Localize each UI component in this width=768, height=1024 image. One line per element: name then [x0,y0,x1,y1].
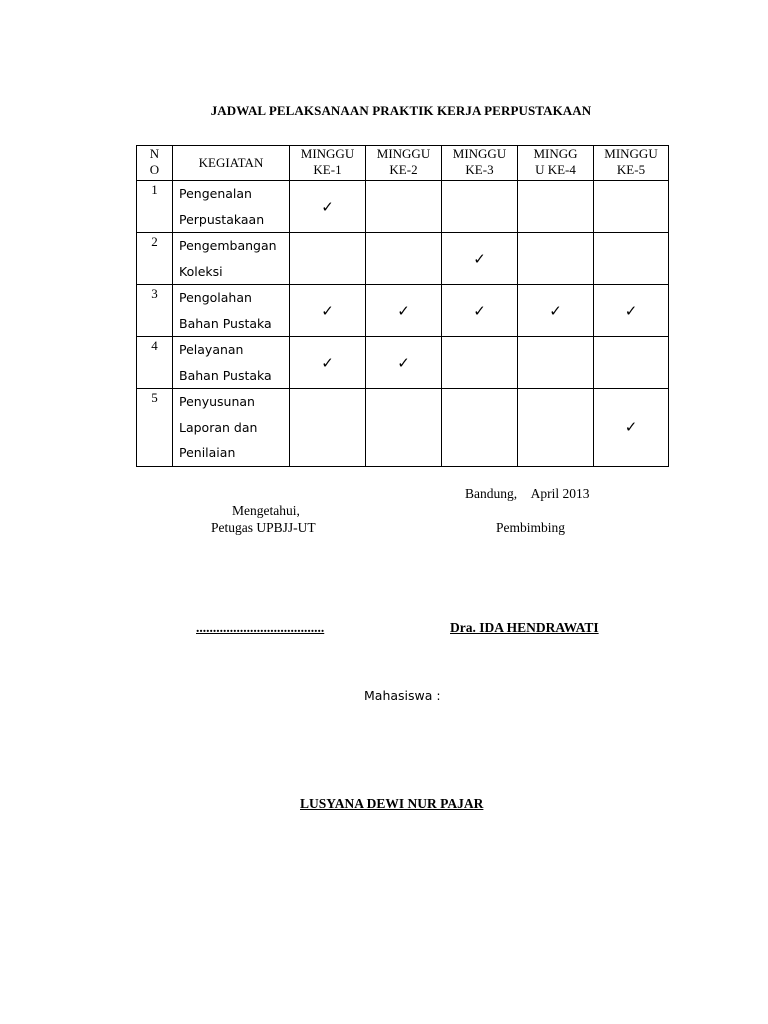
week-1-cell [290,389,366,467]
activity-line: Koleksi [179,263,223,279]
week-5-cell [594,233,669,285]
week-1-cell [290,181,366,233]
check-mark-icon: ✓ [321,301,334,320]
officer-title: Petugas UPBJJ-UT [211,520,316,535]
schedule-table [136,145,669,467]
activity-cell [173,389,290,467]
week-5-cell [594,181,669,233]
week-4-cell [518,337,594,389]
row-number: 4 [137,337,173,389]
table-header-row [137,146,669,181]
header-week-3: MINGGU KE-3 [442,146,518,181]
activity-cell [173,337,290,389]
week-4-cell [518,389,594,467]
week-5-cell [594,285,669,337]
week-3-cell [442,233,518,285]
activity-line: Pengolahan [179,290,252,305]
header-week-5: MINGGU KE-5 [594,146,669,181]
week-2-cell [366,285,442,337]
student-label: Mahasiswa : [364,688,441,703]
table-row [137,389,669,467]
activity-line: Laporan dan [179,419,258,435]
row-number: 1 [137,181,173,233]
week-2-cell [366,181,442,233]
header-week-1: MINGGU KE-1 [290,146,366,181]
week-4-cell [518,181,594,233]
check-mark-icon: ✓ [397,353,410,372]
supervisor-title: Pembimbing [496,520,566,535]
check-mark-icon: ✓ [624,301,638,320]
week-3-cell [442,285,518,337]
activity-cell [173,181,290,233]
header-week-4: MINGG U KE-4 [518,146,594,181]
row-number: 5 [137,389,173,467]
check-mark-icon: ✓ [473,301,486,320]
week-1-cell [290,285,366,337]
week-5-cell [594,337,669,389]
activity-line: Perpustakaan [179,211,265,227]
header-week-2: MINGGU KE-2 [366,146,442,181]
row-number: 2 [137,233,173,285]
activity-cell [173,285,290,337]
week-5-cell [594,389,669,467]
activity-cell [173,233,290,285]
table-row [137,285,669,337]
week-4-cell [518,233,594,285]
acknowledged-label: Mengetahui, [232,503,300,518]
student-name: LUSYANA DEWI NUR PAJAR [300,796,484,811]
officer-signature-line: ...................................... [196,620,325,635]
table-row [137,233,669,285]
week-3-cell [442,389,518,467]
check-mark-icon: ✓ [321,197,334,216]
week-3-cell [442,337,518,389]
table-row [137,337,669,389]
row-number: 3 [137,285,173,337]
table-row [137,181,669,233]
header-no: N O [137,146,173,181]
check-mark-icon: ✓ [549,301,562,320]
check-mark-icon: ✓ [624,418,638,437]
week-2-cell [366,233,442,285]
activity-line: Pelayanan [179,342,244,357]
week-2-cell [366,337,442,389]
check-mark-icon: ✓ [473,249,486,268]
supervisor-name: Dra. IDA HENDRAWATI [450,620,599,635]
activity-line: Penilaian [179,445,236,460]
place-date: Bandung, April 2013 [465,486,590,501]
week-2-cell [366,389,442,467]
activity-line: Bahan Pustaka [179,367,272,383]
activity-line: Pengenalan [179,186,252,201]
check-mark-icon: ✓ [321,353,334,372]
activity-line: Bahan Pustaka [179,315,272,331]
check-mark-icon: ✓ [397,301,410,320]
week-4-cell [518,285,594,337]
week-1-cell [290,337,366,389]
activity-line: Pengembangan [179,238,277,253]
week-3-cell [442,181,518,233]
document-title: JADWAL PELAKSANAAN PRAKTIK KERJA PERPUSTAKAAN [210,103,592,118]
activity-line: Penyusunan [179,394,255,409]
week-1-cell [290,233,366,285]
header-kegiatan: KEGIATAN [173,146,290,181]
